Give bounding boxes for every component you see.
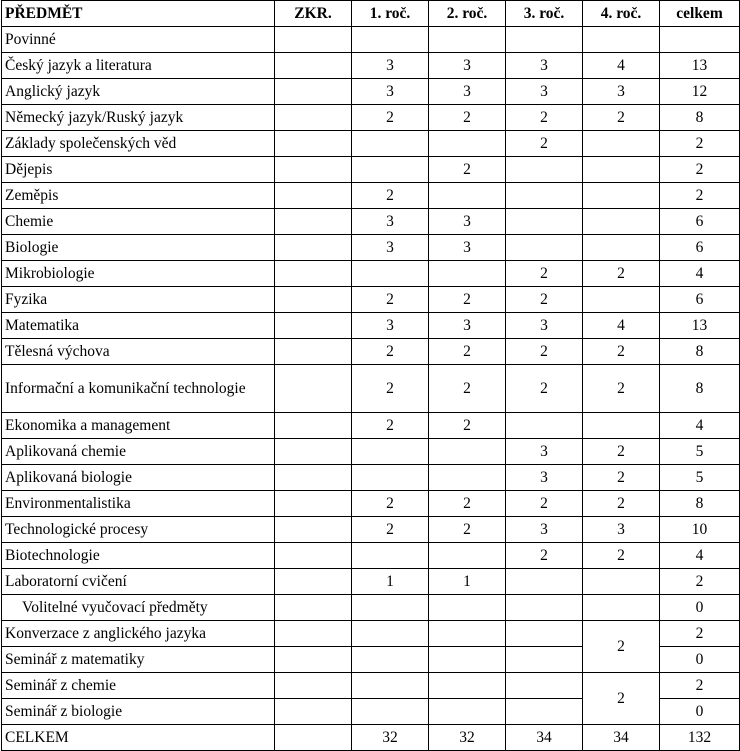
year-3-hours [506, 183, 583, 209]
total-hours: 5 [660, 439, 740, 465]
subject-name: Environmentalistika [2, 491, 275, 517]
year-2-hours: 3 [429, 79, 506, 105]
year-2-hours [429, 621, 506, 647]
header-abbr: ZKR. [275, 1, 352, 27]
abbr-cell [275, 53, 352, 79]
empty-cell [352, 595, 429, 621]
subject-name: Německý jazyk/Ruský jazyk [2, 105, 275, 131]
year-3-hours: 3 [506, 465, 583, 491]
abbr-cell [275, 209, 352, 235]
table-row [2, 673, 740, 699]
table-row [2, 569, 740, 595]
total-hours: 8 [660, 491, 740, 517]
subject-name: Biotechnologie [2, 543, 275, 569]
year-4-hours [583, 183, 660, 209]
table-row [2, 313, 740, 339]
empty-cell [583, 595, 660, 621]
year-4-hours: 2 [583, 543, 660, 569]
section-label-elective: Volitelné vyučovací předměty [2, 595, 275, 621]
year-3-hours [506, 157, 583, 183]
year-2-hours [429, 439, 506, 465]
subject-name: Aplikovaná chemie [2, 439, 275, 465]
year-3-hours [506, 413, 583, 439]
year-2-hours: 3 [429, 209, 506, 235]
abbr-cell [275, 79, 352, 105]
table-row [2, 157, 740, 183]
subject-name: Anglický jazyk [2, 79, 275, 105]
year-1-hours [352, 439, 429, 465]
subject-name: Matematika [2, 313, 275, 339]
subject-name: Informační a komunikační technologie [2, 365, 275, 413]
year-1-hours: 2 [352, 287, 429, 313]
year-1-hours: 2 [352, 183, 429, 209]
grand-year-4: 34 [583, 725, 660, 751]
section-label-compulsory: Povinné [2, 27, 275, 53]
year-1-hours: 2 [352, 517, 429, 543]
year-3-hours [506, 647, 583, 673]
table-row [2, 131, 740, 157]
abbr-cell [275, 517, 352, 543]
year-2-hours: 3 [429, 53, 506, 79]
abbr-cell [275, 491, 352, 517]
year-1-hours [352, 621, 429, 647]
header-year-2: 2. roč. [429, 1, 506, 27]
table-row [2, 79, 740, 105]
subject-name: Konverzace z anglického jazyka [2, 621, 275, 647]
header-total: celkem [660, 1, 740, 27]
header-year-3: 3. roč. [506, 1, 583, 27]
empty-cell [660, 27, 740, 53]
abbr-cell [275, 543, 352, 569]
total-hours: 6 [660, 287, 740, 313]
elective-total: 0 [660, 595, 740, 621]
year-2-hours [429, 131, 506, 157]
year-3-hours: 3 [506, 439, 583, 465]
year-1-hours: 2 [352, 339, 429, 365]
year-1-hours [352, 673, 429, 699]
total-hours: 2 [660, 621, 740, 647]
year-3-hours: 2 [506, 261, 583, 287]
abbr-cell [275, 131, 352, 157]
year-4-hours [583, 569, 660, 595]
table-row [2, 365, 740, 413]
abbr-cell [275, 465, 352, 491]
year-3-hours: 3 [506, 313, 583, 339]
subject-name: Seminář z biologie [2, 699, 275, 725]
abbr-cell [275, 365, 352, 413]
total-hours: 0 [660, 699, 740, 725]
year-4-hours-group: 2 [583, 621, 660, 673]
abbr-cell [275, 673, 352, 699]
abbr-cell [275, 235, 352, 261]
subject-name: Mikrobiologie [2, 261, 275, 287]
total-hours: 4 [660, 413, 740, 439]
subject-name: Dějepis [2, 157, 275, 183]
year-4-hours: 4 [583, 313, 660, 339]
year-1-hours [352, 543, 429, 569]
subject-name: Technologické procesy [2, 517, 275, 543]
year-2-hours: 2 [429, 491, 506, 517]
year-1-hours: 2 [352, 365, 429, 413]
total-hours: 8 [660, 339, 740, 365]
table-row [2, 183, 740, 209]
year-1-hours: 3 [352, 209, 429, 235]
subject-name: Aplikovaná biologie [2, 465, 275, 491]
year-1-hours: 3 [352, 79, 429, 105]
year-1-hours [352, 261, 429, 287]
year-4-hours [583, 235, 660, 261]
abbr-cell [275, 105, 352, 131]
grand-year-2: 32 [429, 725, 506, 751]
total-hours: 6 [660, 209, 740, 235]
table-row [2, 517, 740, 543]
subject-name: Seminář z chemie [2, 673, 275, 699]
year-3-hours [506, 209, 583, 235]
table-row [2, 53, 740, 79]
total-hours: 2 [660, 183, 740, 209]
subject-name: Ekonomika a management [2, 413, 275, 439]
year-4-hours: 2 [583, 339, 660, 365]
year-1-hours [352, 157, 429, 183]
year-4-hours [583, 157, 660, 183]
subject-name: Chemie [2, 209, 275, 235]
table-row [2, 413, 740, 439]
year-1-hours [352, 647, 429, 673]
year-4-hours: 2 [583, 365, 660, 413]
subject-name: Tělesná výchova [2, 339, 275, 365]
year-3-hours: 2 [506, 543, 583, 569]
year-2-hours [429, 261, 506, 287]
header-year-1: 1. roč. [352, 1, 429, 27]
table-row [2, 339, 740, 365]
year-2-hours: 2 [429, 339, 506, 365]
section-row-compulsory [2, 27, 740, 53]
year-2-hours [429, 673, 506, 699]
year-2-hours [429, 465, 506, 491]
year-3-hours: 3 [506, 53, 583, 79]
total-hours: 8 [660, 105, 740, 131]
table-row [2, 261, 740, 287]
year-3-hours: 2 [506, 365, 583, 413]
year-2-hours [429, 699, 506, 725]
total-hours: 4 [660, 543, 740, 569]
table-row [2, 105, 740, 131]
table-row [2, 543, 740, 569]
year-4-hours [583, 209, 660, 235]
year-2-hours [429, 647, 506, 673]
year-3-hours: 2 [506, 339, 583, 365]
subject-name: Základy společenských věd [2, 131, 275, 157]
year-3-hours [506, 699, 583, 725]
empty-cell [429, 27, 506, 53]
total-hours: 2 [660, 131, 740, 157]
year-3-hours: 3 [506, 517, 583, 543]
header-subject: PŘEDMĚT [2, 1, 275, 27]
abbr-cell [275, 261, 352, 287]
abbr-cell [275, 157, 352, 183]
total-hours: 13 [660, 313, 740, 339]
table-row [2, 235, 740, 261]
total-hours: 13 [660, 53, 740, 79]
year-1-hours [352, 699, 429, 725]
abbr-cell [275, 287, 352, 313]
year-4-hours: 2 [583, 105, 660, 131]
empty-cell [275, 595, 352, 621]
empty-cell [506, 27, 583, 53]
total-hours: 4 [660, 261, 740, 287]
year-2-hours [429, 183, 506, 209]
year-4-hours: 3 [583, 79, 660, 105]
year-4-hours: 2 [583, 439, 660, 465]
total-hours: 12 [660, 79, 740, 105]
grand-year-3: 34 [506, 725, 583, 751]
year-2-hours: 3 [429, 235, 506, 261]
year-4-hours-group: 2 [583, 673, 660, 725]
year-3-hours: 2 [506, 491, 583, 517]
year-2-hours: 3 [429, 313, 506, 339]
subject-name: Seminář z matematiky [2, 647, 275, 673]
curriculum-table [1, 0, 740, 751]
header-year-4: 4. roč. [583, 1, 660, 27]
subject-name: Český jazyk a literatura [2, 53, 275, 79]
abbr-cell [275, 621, 352, 647]
year-2-hours: 2 [429, 287, 506, 313]
grand-total-row [2, 725, 740, 751]
abbr-cell [275, 647, 352, 673]
header-row [2, 1, 740, 27]
year-3-hours: 2 [506, 131, 583, 157]
year-3-hours [506, 569, 583, 595]
year-2-hours: 2 [429, 157, 506, 183]
year-1-hours: 1 [352, 569, 429, 595]
abbr-cell [275, 725, 352, 751]
year-1-hours: 2 [352, 413, 429, 439]
year-2-hours [429, 543, 506, 569]
year-4-hours: 3 [583, 517, 660, 543]
grand-total: 132 [660, 725, 740, 751]
table-row [2, 209, 740, 235]
abbr-cell [275, 413, 352, 439]
year-3-hours: 2 [506, 105, 583, 131]
table-row [2, 491, 740, 517]
year-1-hours: 3 [352, 235, 429, 261]
empty-cell [583, 27, 660, 53]
year-3-hours [506, 673, 583, 699]
total-hours: 10 [660, 517, 740, 543]
year-2-hours: 2 [429, 105, 506, 131]
year-4-hours: 2 [583, 261, 660, 287]
year-1-hours: 3 [352, 53, 429, 79]
year-1-hours [352, 465, 429, 491]
year-1-hours: 2 [352, 105, 429, 131]
year-4-hours [583, 287, 660, 313]
table-row [2, 287, 740, 313]
year-1-hours [352, 131, 429, 157]
table-row [2, 621, 740, 647]
total-hours: 8 [660, 365, 740, 413]
total-hours: 2 [660, 569, 740, 595]
abbr-cell [275, 183, 352, 209]
empty-cell [429, 595, 506, 621]
year-3-hours: 2 [506, 287, 583, 313]
year-4-hours [583, 413, 660, 439]
grand-year-1: 32 [352, 725, 429, 751]
table-row [2, 439, 740, 465]
year-1-hours: 3 [352, 313, 429, 339]
total-hours: 0 [660, 647, 740, 673]
grand-total-label: CELKEM [2, 725, 275, 751]
empty-cell [506, 595, 583, 621]
subject-name: Fyzika [2, 287, 275, 313]
abbr-cell [275, 439, 352, 465]
subject-name: Biologie [2, 235, 275, 261]
year-3-hours [506, 621, 583, 647]
total-hours: 5 [660, 465, 740, 491]
total-hours: 2 [660, 157, 740, 183]
section-row-elective [2, 595, 740, 621]
year-2-hours: 2 [429, 365, 506, 413]
year-2-hours: 2 [429, 413, 506, 439]
table-row [2, 465, 740, 491]
total-hours: 6 [660, 235, 740, 261]
year-2-hours: 1 [429, 569, 506, 595]
year-3-hours: 3 [506, 79, 583, 105]
total-hours: 2 [660, 673, 740, 699]
abbr-cell [275, 339, 352, 365]
abbr-cell [275, 569, 352, 595]
year-2-hours: 2 [429, 517, 506, 543]
year-3-hours [506, 235, 583, 261]
year-4-hours [583, 131, 660, 157]
empty-cell [352, 27, 429, 53]
subject-name: Zeměpis [2, 183, 275, 209]
empty-cell [275, 27, 352, 53]
year-4-hours: 2 [583, 491, 660, 517]
abbr-cell [275, 699, 352, 725]
subject-name: Laboratorní cvičení [2, 569, 275, 595]
year-4-hours: 4 [583, 53, 660, 79]
year-4-hours: 2 [583, 465, 660, 491]
year-1-hours: 2 [352, 491, 429, 517]
abbr-cell [275, 313, 352, 339]
